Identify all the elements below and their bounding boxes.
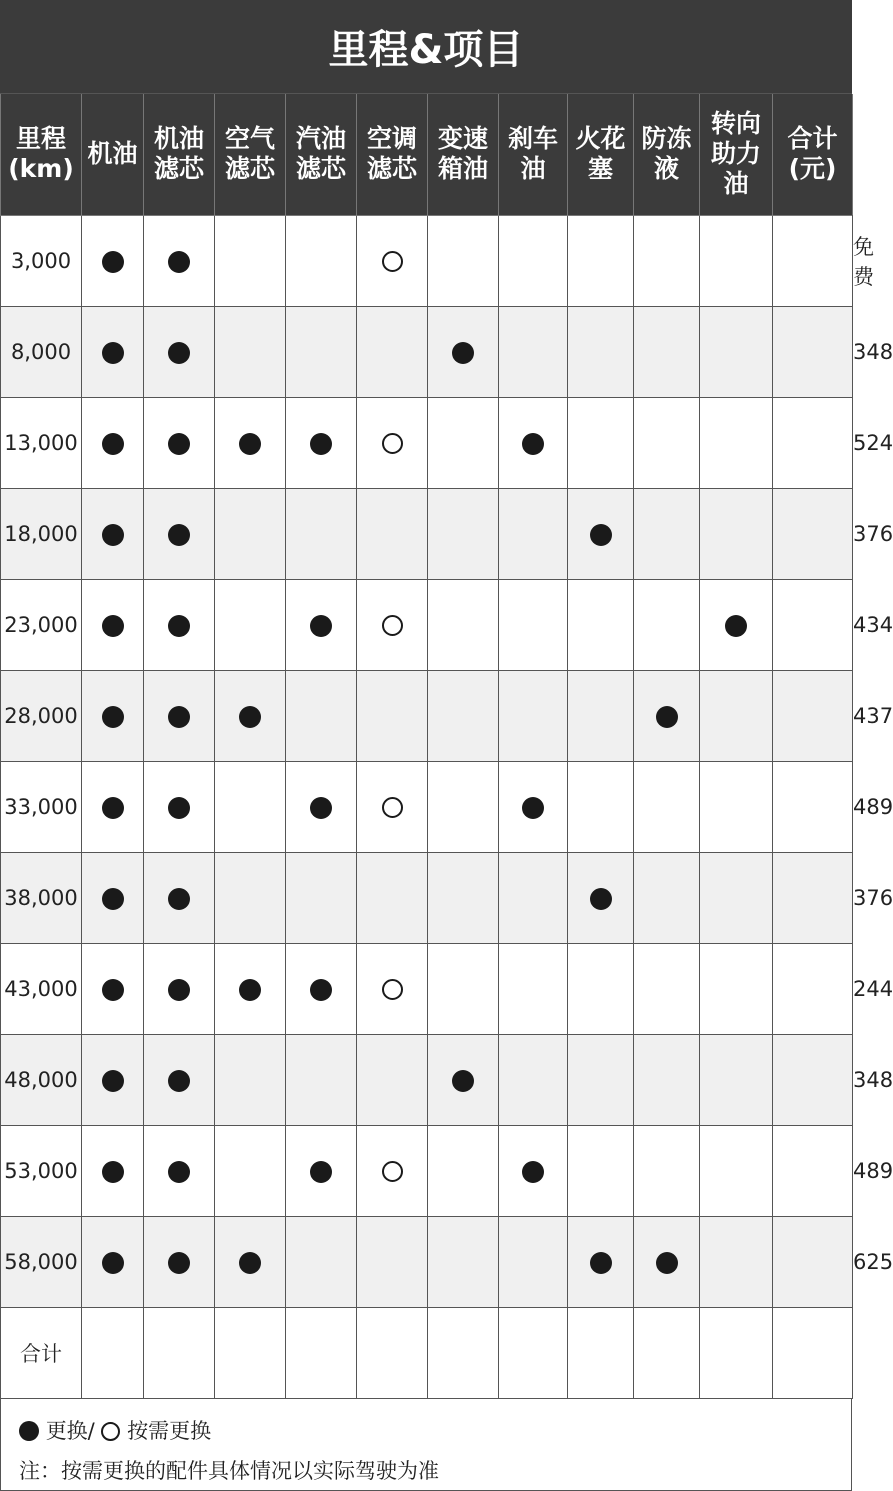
column-header-text: 机油 (87, 139, 138, 169)
table-row: 33,000 489 (1, 761, 853, 852)
item-cell (357, 1125, 428, 1216)
item-cell (700, 1125, 773, 1216)
item-cell (700, 397, 773, 488)
filled-circle-icon (102, 888, 124, 910)
item-cell (357, 943, 428, 1034)
item-cell (82, 761, 144, 852)
column-header-text: 塞 (587, 154, 613, 184)
table-row: 8,000 348 (1, 306, 853, 397)
item-cell (634, 1216, 700, 1307)
item-cell (773, 215, 853, 306)
legend-replace: 更换/ (45, 1418, 95, 1443)
mileage-cell: 53,000 (1, 1125, 82, 1216)
item-cell (82, 1125, 144, 1216)
total-row-cell (700, 1307, 773, 1398)
item-cell (568, 943, 634, 1034)
column-header (499, 94, 568, 215)
total-row-cell (773, 1307, 853, 1398)
item-cell (773, 579, 853, 670)
column-header-text: (元) (788, 154, 837, 184)
item-cell (568, 306, 634, 397)
item-cell (428, 306, 499, 397)
filled-circle-icon (522, 797, 544, 819)
item-cell (144, 579, 215, 670)
item-cell (286, 1034, 357, 1125)
column-header-text: 滤芯 (295, 154, 346, 184)
item-cell (144, 215, 215, 306)
item-cell (568, 1216, 634, 1307)
item-cell (144, 761, 215, 852)
mileage-cell: 28,000 (1, 670, 82, 761)
filled-circle-icon (168, 433, 190, 455)
item-cell (499, 579, 568, 670)
item-cell (568, 761, 634, 852)
item-cell (700, 761, 773, 852)
filled-circle-icon (310, 797, 332, 819)
item-cell (634, 852, 700, 943)
item-cell (357, 306, 428, 397)
column-header-text: 转向 (710, 109, 761, 139)
filled-circle-icon (168, 888, 190, 910)
column-header-text: 空气 (224, 124, 275, 154)
column-header-text: 滤芯 (366, 154, 417, 184)
column-header-text: 变速 (437, 124, 488, 154)
filled-circle-icon (168, 979, 190, 1001)
table-row: 18,000 376 (1, 488, 853, 579)
item-cell (499, 488, 568, 579)
table-row: 48,000 348 (1, 1034, 853, 1125)
filled-circle-icon (168, 797, 190, 819)
item-cell (215, 579, 286, 670)
item-cell (215, 215, 286, 306)
column-header-text: 机油 (153, 124, 204, 154)
item-cell (144, 488, 215, 579)
item-cell (82, 852, 144, 943)
item-cell (568, 1034, 634, 1125)
hollow-circle-icon (382, 251, 403, 272)
item-cell (568, 670, 634, 761)
filled-circle-icon (310, 615, 332, 637)
item-cell (700, 1216, 773, 1307)
table-row: 38,000 376 (1, 852, 853, 943)
item-cell (773, 1125, 853, 1216)
item-cell (357, 215, 428, 306)
filled-circle-icon (102, 1070, 124, 1092)
item-cell (499, 1125, 568, 1216)
item-cell (215, 943, 286, 1034)
item-cell (144, 397, 215, 488)
item-cell (357, 1034, 428, 1125)
item-cell (634, 397, 700, 488)
mileage-cell: 23,000 (1, 579, 82, 670)
maintenance-table (0, 94, 893, 1399)
item-cell (634, 215, 700, 306)
filled-circle-icon (19, 1421, 39, 1441)
total-row-cell (82, 1307, 144, 1398)
filled-circle-icon (102, 706, 124, 728)
item-cell (82, 488, 144, 579)
column-header (700, 94, 773, 215)
item-cell (215, 488, 286, 579)
item-cell (634, 1034, 700, 1125)
item-cell (634, 579, 700, 670)
item-cell (286, 579, 357, 670)
column-header-text: 油 (723, 169, 749, 199)
filled-circle-icon (239, 1252, 261, 1274)
column-header-text: 滤芯 (153, 154, 204, 184)
filled-circle-icon (452, 342, 474, 364)
item-cell (499, 670, 568, 761)
column-header-text: 汽油 (295, 124, 346, 154)
filled-circle-icon (168, 251, 190, 273)
filled-circle-icon (168, 1161, 190, 1183)
item-cell (773, 397, 853, 488)
item-cell (286, 397, 357, 488)
column-header-text: 合计 (787, 124, 838, 154)
item-cell (499, 761, 568, 852)
legend-line (19, 1411, 833, 1451)
total-row-cell (634, 1307, 700, 1398)
item-cell (700, 579, 773, 670)
item-cell (215, 306, 286, 397)
item-cell (428, 488, 499, 579)
item-cell (568, 579, 634, 670)
table-row: 13,000 524 (1, 397, 853, 488)
filled-circle-icon (590, 888, 612, 910)
item-cell (499, 943, 568, 1034)
item-cell (82, 943, 144, 1034)
hollow-circle-icon (382, 797, 403, 818)
header-row (1, 94, 853, 215)
item-cell (82, 1034, 144, 1125)
item-cell (286, 852, 357, 943)
item-cell (634, 670, 700, 761)
hollow-circle-icon (382, 615, 403, 636)
total-row-cell (286, 1307, 357, 1398)
item-cell (428, 397, 499, 488)
filled-circle-icon (102, 251, 124, 273)
item-cell (82, 670, 144, 761)
table-row: 3,000 免费 (1, 215, 853, 306)
item-cell (82, 306, 144, 397)
item-cell (568, 215, 634, 306)
hollow-circle-icon (382, 979, 403, 1000)
column-header-text: 里程 (15, 124, 66, 154)
item-cell (215, 397, 286, 488)
filled-circle-icon (310, 979, 332, 1001)
column-header-text: 箱油 (437, 154, 488, 184)
column-header (144, 94, 215, 215)
column-header (568, 94, 634, 215)
filled-circle-icon (102, 1252, 124, 1274)
item-cell (428, 1034, 499, 1125)
filled-circle-icon (102, 524, 124, 546)
column-header-text: 空调 (366, 124, 417, 154)
item-cell (773, 852, 853, 943)
item-cell (144, 1034, 215, 1125)
mileage-cell: 18,000 (1, 488, 82, 579)
item-cell (700, 1034, 773, 1125)
filled-circle-icon (725, 615, 747, 637)
item-cell (82, 397, 144, 488)
hollow-circle-icon (382, 433, 403, 454)
column-header-text: 防冻 (641, 124, 692, 154)
hollow-circle-icon (101, 1422, 120, 1441)
filled-circle-icon (102, 979, 124, 1001)
column-header-text: (km) (8, 154, 74, 184)
item-cell (286, 761, 357, 852)
item-cell (286, 488, 357, 579)
filled-circle-icon (102, 433, 124, 455)
filled-circle-icon (168, 706, 190, 728)
item-cell (773, 943, 853, 1034)
mileage-cell: 8,000 (1, 306, 82, 397)
item-cell (357, 761, 428, 852)
filled-circle-icon (656, 706, 678, 728)
item-cell (634, 1125, 700, 1216)
item-cell (634, 488, 700, 579)
item-cell (700, 215, 773, 306)
item-cell (286, 1125, 357, 1216)
filled-circle-icon (168, 615, 190, 637)
filled-circle-icon (168, 1252, 190, 1274)
total-row-cell (428, 1307, 499, 1398)
item-cell (82, 215, 144, 306)
item-cell (144, 670, 215, 761)
legend-note: 注：按需更换的配件具体情况以实际驾驶为准 (19, 1458, 439, 1483)
mileage-cell: 33,000 (1, 761, 82, 852)
total-row-cell (499, 1307, 568, 1398)
total-row-cell (215, 1307, 286, 1398)
mileage-cell: 58,000 (1, 1216, 82, 1307)
item-cell (357, 579, 428, 670)
item-cell (286, 306, 357, 397)
column-header (286, 94, 357, 215)
item-cell (499, 306, 568, 397)
mileage-cell: 38,000 (1, 852, 82, 943)
item-cell (144, 1216, 215, 1307)
filled-circle-icon (102, 797, 124, 819)
table-row: 23,000 434 (1, 579, 853, 670)
item-cell (215, 761, 286, 852)
column-header-text: 滤芯 (224, 154, 275, 184)
item-cell (773, 670, 853, 761)
item-cell (499, 852, 568, 943)
filled-circle-icon (590, 1252, 612, 1274)
column-header (1, 94, 82, 215)
item-cell (144, 852, 215, 943)
filled-circle-icon (168, 1070, 190, 1092)
item-cell (773, 1216, 853, 1307)
item-cell (634, 761, 700, 852)
item-cell (428, 1125, 499, 1216)
mileage-cell: 48,000 (1, 1034, 82, 1125)
item-cell (499, 1216, 568, 1307)
column-header-text: 火花 (575, 124, 626, 154)
item-cell (568, 1125, 634, 1216)
item-cell (700, 852, 773, 943)
item-cell (215, 1125, 286, 1216)
item-cell (357, 670, 428, 761)
item-cell (286, 1216, 357, 1307)
filled-circle-icon (590, 524, 612, 546)
column-header (215, 94, 286, 215)
table-body (1, 215, 893, 1398)
item-cell (357, 1216, 428, 1307)
filled-circle-icon (168, 342, 190, 364)
table-row: 58,000 625 (1, 1216, 853, 1307)
item-cell (82, 1216, 144, 1307)
filled-circle-icon (102, 1161, 124, 1183)
mileage-cell: 43,000 (1, 943, 82, 1034)
item-cell (357, 488, 428, 579)
item-cell (144, 943, 215, 1034)
total-row (1, 1307, 853, 1398)
column-header-text: 助力 (710, 139, 761, 169)
table-title: 里程&项目 (0, 0, 852, 94)
item-cell (568, 488, 634, 579)
item-cell (773, 761, 853, 852)
item-cell (286, 943, 357, 1034)
column-header (634, 94, 700, 215)
item-cell (700, 488, 773, 579)
item-cell (357, 397, 428, 488)
total-row-cell (568, 1307, 634, 1398)
item-cell (499, 397, 568, 488)
item-cell (428, 1216, 499, 1307)
item-cell (700, 670, 773, 761)
item-cell (700, 306, 773, 397)
column-header-text: 刹车 (507, 124, 558, 154)
column-header (773, 94, 853, 215)
filled-circle-icon (310, 433, 332, 455)
item-cell (215, 852, 286, 943)
legend-as-needed: 按需更换 (127, 1418, 212, 1443)
legend (0, 1399, 852, 1491)
table-row: 53,000 489 (1, 1125, 853, 1216)
filled-circle-icon (102, 342, 124, 364)
filled-circle-icon (522, 433, 544, 455)
item-cell (215, 1034, 286, 1125)
column-header-text: 液 (653, 154, 679, 184)
total-row-cell (357, 1307, 428, 1398)
total-row-label: 合计 (1, 1307, 82, 1398)
column-header (428, 94, 499, 215)
table-row: 28,000 437 (1, 670, 853, 761)
filled-circle-icon (239, 979, 261, 1001)
item-cell (428, 670, 499, 761)
table-row: 43,000 244 (1, 943, 853, 1034)
item-cell (215, 1216, 286, 1307)
hollow-circle-icon (382, 1161, 403, 1182)
item-cell (700, 943, 773, 1034)
item-cell (215, 670, 286, 761)
filled-circle-icon (656, 1252, 678, 1274)
filled-circle-icon (239, 433, 261, 455)
column-header (82, 94, 144, 215)
item-cell (499, 1034, 568, 1125)
item-cell (428, 852, 499, 943)
item-cell (286, 670, 357, 761)
column-header (357, 94, 428, 215)
mileage-cell: 13,000 (1, 397, 82, 488)
item-cell (428, 579, 499, 670)
filled-circle-icon (168, 524, 190, 546)
filled-circle-icon (522, 1161, 544, 1183)
filled-circle-icon (452, 1070, 474, 1092)
item-cell (357, 852, 428, 943)
item-cell (499, 215, 568, 306)
item-cell (773, 488, 853, 579)
item-cell (568, 852, 634, 943)
filled-circle-icon (102, 615, 124, 637)
total-row-cell (144, 1307, 215, 1398)
item-cell (634, 306, 700, 397)
mileage-cell: 3,000 (1, 215, 82, 306)
item-cell (568, 397, 634, 488)
item-cell (428, 215, 499, 306)
item-cell (428, 761, 499, 852)
item-cell (634, 943, 700, 1034)
filled-circle-icon (239, 706, 261, 728)
item-cell (773, 1034, 853, 1125)
item-cell (82, 579, 144, 670)
item-cell (428, 943, 499, 1034)
item-cell (144, 306, 215, 397)
column-header-text: 油 (520, 154, 546, 184)
filled-circle-icon (310, 1161, 332, 1183)
item-cell (144, 1125, 215, 1216)
item-cell (773, 306, 853, 397)
item-cell (286, 215, 357, 306)
